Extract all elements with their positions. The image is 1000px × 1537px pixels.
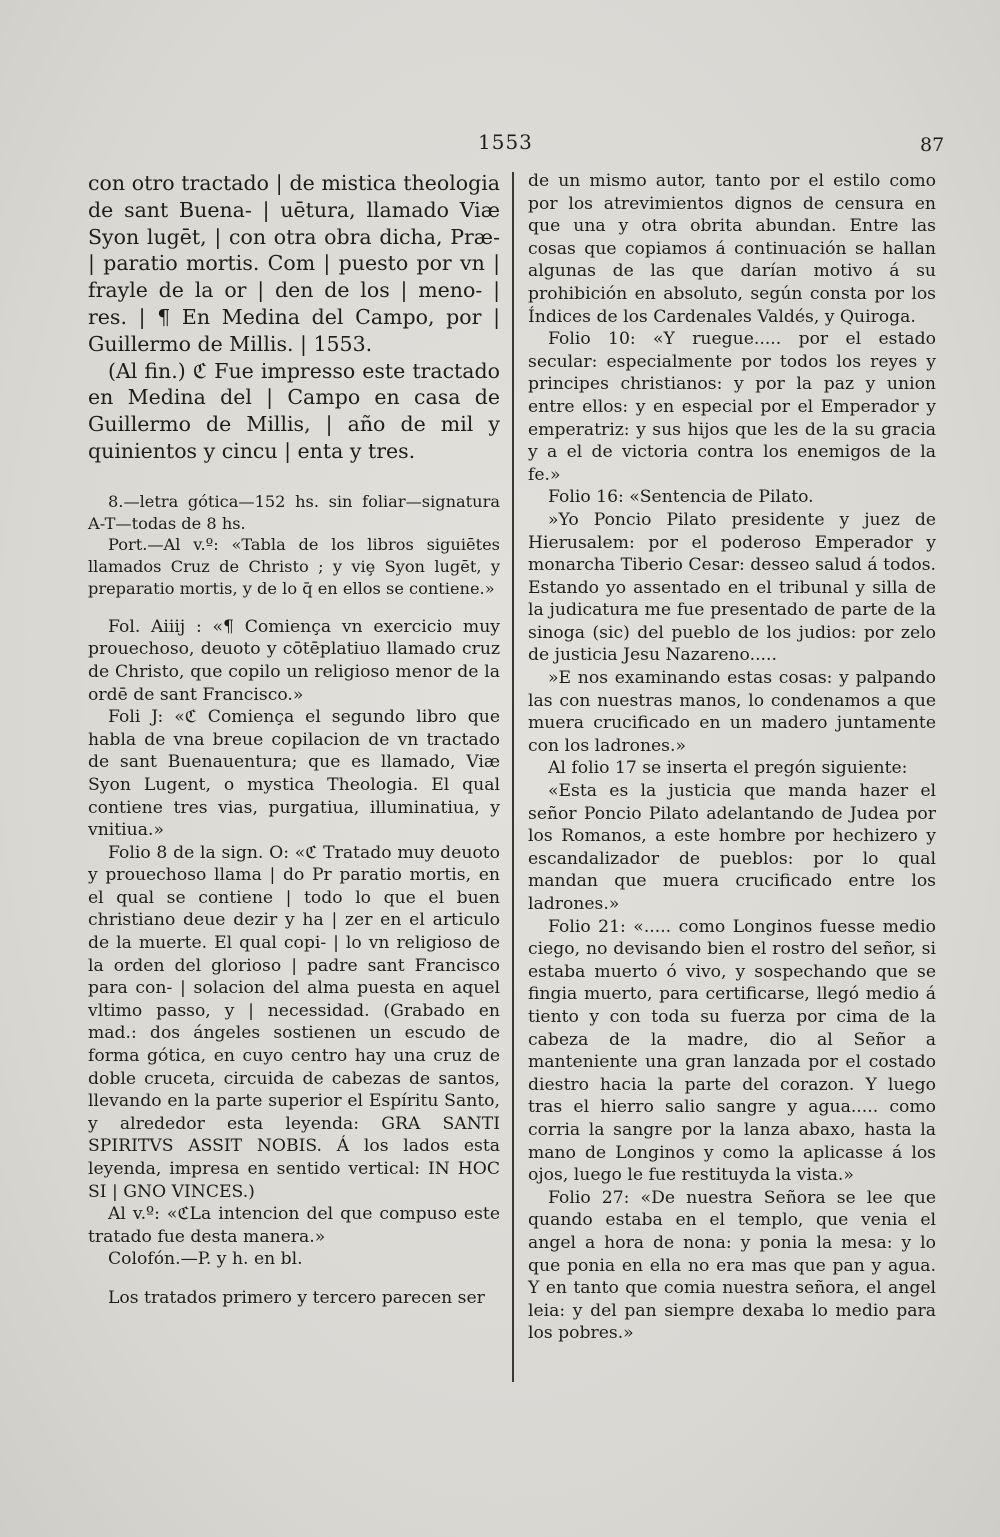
folio-paragraph: Fol. Aiiij : «¶ Comiença vn exercicio muy prouechoso, deuoto y cōtēplatiuo llamado cruz de Christo, que copilo un religioso menor de la ordē de sant Francisco.» (88, 616, 500, 705)
folio-quote: »Yo Poncio Pilato presidente y juez de Hierusalem: por el poderoso Emperador y monarcha Tiberio Cesar: desseo salud á todos. Estando yo assentado en el tribunal y silla de la judicatura me fue presentado de parte de la sinoga (sic) del pueblo de los judios: por zelo de justicia Jesu Nazareno..... (528, 509, 936, 666)
bibliographic-description (88, 491, 500, 600)
folio-quote: «Esta es la justicia que manda hazer el señor Poncio Pilato adelantando de Judea por los Romanos, a este hombre por hechizero y escandalizador de pueblos: por lo qual mandan que muera crucificado entre los ladrones.» (528, 781, 936, 914)
commentary-paragraph: Los tratados primero y tercero parecen ser (108, 1287, 485, 1308)
folio-quote: »E nos examinando estas cosas: y palpando las con nuestras manos, lo condenamos a que muera crucificado en un madero juntamente con los ladrones.» (528, 668, 936, 756)
page-number: 87 (920, 134, 945, 156)
left-column (88, 170, 500, 1310)
title-transcription: con otro tractado | de mistica theologia de sant Buena- | uētura, llamado Viæ Syon lugēt, | con otra obra dicha, Præ- | paratio mortis. Com | puesto por vn | frayle de la or | den de los | meno- | res. | ¶ En Medina del Campo, por | Guillermo de Millis. | 1553. (88, 171, 500, 356)
right-column (528, 170, 936, 1345)
title-transcription-block (88, 170, 500, 465)
folio-quote: Folio 10: «Y ruegue..... por el estado secular: especialmente por todos los reyes y principes christianos: y por la paz y union entre ellos: y en especial por el Emperador y emperatriz: y sus hijos que les de la su gracia y a el de victoria contra los enemigos de la fe.» (528, 329, 936, 485)
folio-quote: Al folio 17 se inserta el pregón siguiente: (548, 758, 908, 779)
folio-paragraph: Folio 8 de la sign. O: «ℭ Tratado muy deuoto y prouechoso llama | do Pr paratio mortis, en el qual se contiene | todo lo que el buen christiano deue dezir y ha | zer en el articulo de la muerte. El qual copi- | lo vn religioso de la orden del glorioso | padre sant Francisco para con- | solacion del alma puesta en aquel vltimo passo, y | necessidad. (Grabado en mad.: dos ángeles sostienen un escudo de forma gótica, en cuyo centro hay una cruz de doble cruceta, circuida de cabezas de santos, llevando en la parte superior el Espíritu Santo, y alrededor esta leyenda: GRA SANTI SPIRITVS ASSIT NOBIS. Á los lados esta leyenda, impresa en sentido vertical: IN HOC SI | GNO VINCES.) (88, 842, 500, 1202)
column-divider (512, 172, 514, 1382)
title-colophon: (Al fin.) ℭ Fue impresso este tractado en Medina del | Campo en casa de Guillermo de Millis, | año de mil y quinientos y cincu | enta y tres. (88, 358, 500, 463)
commentary-continuation: de un mismo autor, tanto por el estilo como por los atrevimientos dignos de censura en que una y otra obrita abundan. Entre las cosas que copiamos á continuación se hallan algunas de las que darían motivo á su prohibición en absoluto, según consta por los Índices de los Cardenales Valdés, y Quiroga. (528, 171, 936, 327)
folio-quote: Folio 27: «De nuestra Señora se lee que quando estaba en el templo, que venia el angel a hora de nona: y ponia la mesa: y lo que ponia en ella no era mas que pan y agua. Y en tanto que comia nuestra señora, el angel leia: y del pan siempre dexaba lo medio para los pobres.» (528, 1187, 936, 1344)
colophon-note: Colofón.—P. y h. en bl. (108, 1249, 303, 1270)
folio-quote: Folio 21: «..... como Longinos fuesse medio ciego, no devisando bien el rostro del señor, si estaba muerto ó vivo, y sospechando que se fingia muerto, para certificarse, llegó medio á tiento y con toda su fuerza por cima de la cabeza de la madre, dio al Señor a manteniente una gran lanzada por el costado diestro hacia la parte del corazon. Y luego tras el hierro salio sangre y agua..... como corria la sangre por la lanza abaxo, hasta la mano de Longinos y como la aplicasse á los ojos, luego le fue restituyda la vista.» (528, 916, 936, 1186)
folio-paragraph: Foli J: «ℭ Comiença el segundo libro que habla de vna breue copilacion de vn tractado de sant Buenauentura; que es llamado, Viæ Syon Lugent, o mystica Theologia. El qual contiene tres vias, purgatiua, illuminatiua, y vnitiua.» (88, 707, 500, 841)
running-header-year: 1553 (478, 130, 533, 154)
collation-paragraph: 8.—letra gótica—152 hs. sin foliar—signatura A-T—todas de 8 hs. (88, 491, 500, 533)
folio-paragraph: Al v.º: «ℭLa intencion del que compuso este tratado fue desta manera.» (88, 1204, 500, 1247)
folio-quote: Folio 16: «Sentencia de Pilato. (548, 487, 814, 508)
portada-paragraph: Port.—Al v.º: «Tabla de los libros siguiētes llamados Cruz de Christo ; y viȩ Syon lugēt, y preparatio mortis, y de lo q̄ en ellos se contiene.» (88, 535, 500, 598)
